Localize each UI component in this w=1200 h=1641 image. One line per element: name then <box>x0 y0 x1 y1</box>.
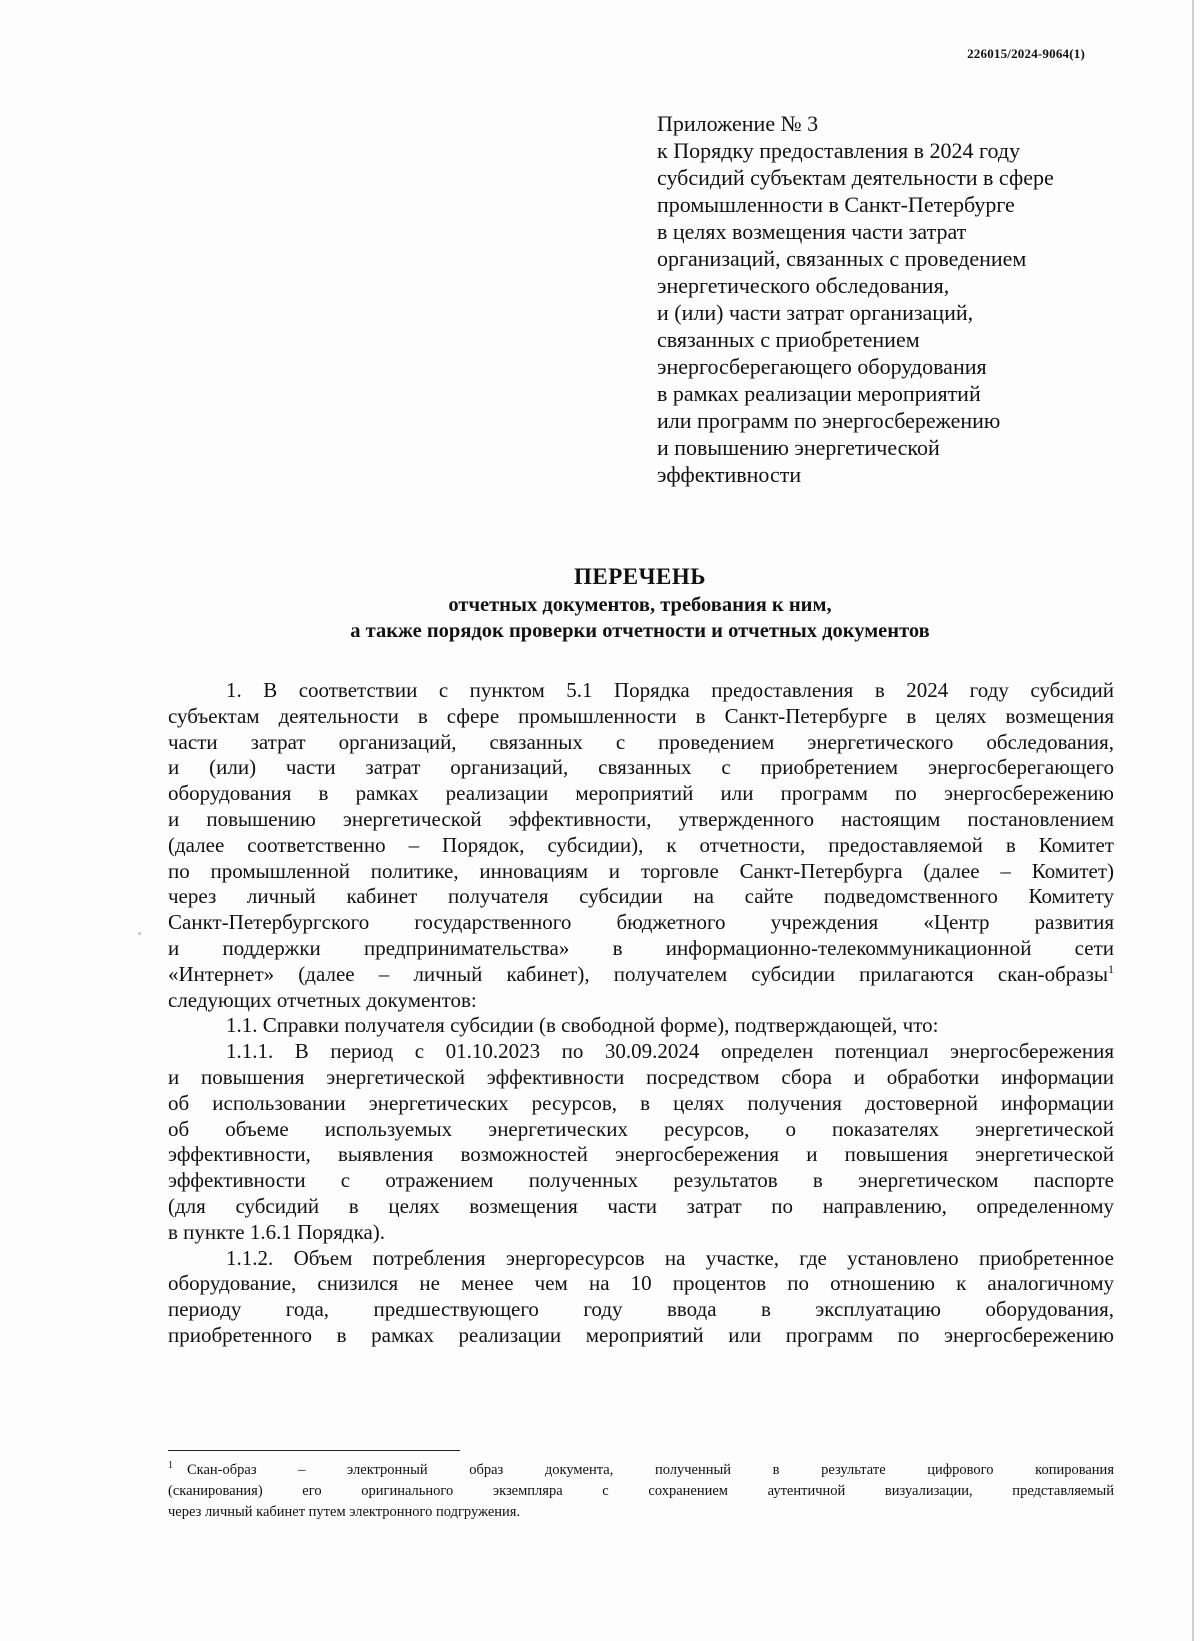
body-line: и повышения энергетической эффективности посредством сбора и обработки информации <box>168 1064 1114 1089</box>
appendix-line: организаций, связанных с проведением <box>657 246 1027 271</box>
body-line: (для субсидий в целях возмещения части затрат по направлению, определенному <box>168 1193 1114 1218</box>
document-title <box>160 562 1120 644</box>
body-line-with-footnote <box>168 962 1114 988</box>
footnote-line <box>168 1460 1114 1481</box>
body-line: об использовании энергетических ресурсов, в целях получения достоверной информации <box>168 1090 1114 1115</box>
footnote-line: (сканирования) его оригинального экземпляра с сохранением аутентичной визуализации, представляемый <box>168 1483 1114 1499</box>
body-line: 1. В соответствии с пунктом 5.1 Порядка предоставления в 2024 году субсидий <box>226 678 1114 702</box>
appendix-line: энергосберегающего оборудования <box>657 354 987 379</box>
body-line: 1.1.2. Объем потребления энергоресурсов на участке, где установлено приобретенное <box>226 1245 1114 1270</box>
appendix-line: эффективности <box>657 462 802 487</box>
appendix-line: и (или) части затрат организаций, <box>657 300 974 325</box>
body-line: части затрат организаций, связанных с проведением энергетического обследования, <box>168 729 1114 754</box>
title-main: ПЕРЕЧЕНЬ <box>574 564 706 589</box>
appendix-line: к Порядку предоставления в 2024 году <box>657 138 1021 163</box>
body-line: по промышленной политике, инновациям и торговле Санкт-Петербурга (далее – Комитет) <box>168 858 1114 883</box>
body-line-text: «Интернет» (далее – личный кабинет), получателем субсидии прилагаются скан-образы <box>168 961 1108 986</box>
appendix-line: промышленности в Санкт-Петербурге <box>657 192 1015 217</box>
appendix-line: и повышению энергетической <box>657 435 940 460</box>
body-line: приобретенного в рамках реализации мероприятий или программ по энергосбережению <box>168 1322 1114 1347</box>
body-line: следующих отчетных документов: <box>168 987 477 1012</box>
body-line: эффективности с отражением полученных результатов в энергетическом паспорте <box>168 1168 1114 1193</box>
title-subtitle: отчетных документов, требования к ним, <box>448 594 832 616</box>
body-line: периоду года, предшествующего году ввода в эксплуатацию оборудования, <box>168 1297 1114 1322</box>
body-line: и поддержки предпринимательства» в информационно-телекоммуникационной сети <box>168 935 1114 960</box>
title-subtitle: а также порядок проверки отчетности и отчетных документов <box>350 620 930 642</box>
body-line: субъектам деятельности в сфере промышленности в Санкт-Петербурге в целях возмещения <box>168 703 1114 728</box>
appendix-line: или программ по энергосбережению <box>657 408 1001 433</box>
body-line: оборудования в рамках реализации мероприятий или программ по энергосбережению <box>168 781 1114 806</box>
body-line: 1.1. Справки получателя субсидии (в свободной форме), подтверждающей, что: <box>226 1013 939 1038</box>
body-line: Санкт-Петербургского государственного бюджетного учреждения «Центр развития <box>168 910 1114 935</box>
body-line: 1.1.1. В период с 01.10.2023 по 30.09.2024 определен потенциал энергосбережения <box>226 1039 1114 1064</box>
document-number: 226015/2024-9064(1) <box>967 46 1085 61</box>
appendix-line: субсидий субъектам деятельности в сфере <box>657 165 1054 190</box>
footnote-line: через личный кабинет путем электронного подгружения. <box>168 1504 521 1520</box>
scan-artifact <box>138 932 141 935</box>
appendix-line: в целях возмещения части затрат <box>657 219 967 244</box>
footnote <box>168 1460 1114 1523</box>
body-line: об объеме используемых энергетических ресурсов, о показателях энергетической <box>168 1116 1114 1141</box>
footnote-reference: 1 <box>1108 961 1114 976</box>
appendix-line: связанных с приобретением <box>657 327 920 352</box>
body-line: в пункте 1.6.1 Порядка). <box>168 1219 386 1244</box>
footnote-divider <box>168 1450 460 1451</box>
appendix-line: в рамках реализации мероприятий <box>657 381 981 406</box>
body-line: и повышению энергетической эффективности, утвержденного настоящим постановлением <box>168 806 1114 831</box>
footnote-line-text: Скан-образ – электронный образ документа, полученный в результате цифрового копирования <box>187 1462 1114 1478</box>
body-line: эффективности, выявления возможностей энергосбережения и повышения энергетической <box>168 1142 1114 1167</box>
appendix-line: Приложение № 3 <box>657 111 819 136</box>
appendix-line: энергетического обследования, <box>657 273 950 298</box>
body-line: оборудование, снизился не менее чем на 10 процентов по отношению к аналогичному <box>168 1271 1114 1296</box>
footnote-marker: 1 <box>168 1460 173 1472</box>
body-line: (далее соответственно – Порядок, субсидии), к отчетности, предоставляемой в Комитет <box>168 832 1114 857</box>
body-line: через личный кабинет получателя субсидии на сайте подведомственного Комитету <box>168 884 1114 909</box>
scan-artifact <box>1192 0 1194 1641</box>
appendix-block <box>657 110 1127 488</box>
body-line: и (или) части затрат организаций, связанных с приобретением энергосберегающего <box>168 755 1114 780</box>
body-text <box>168 678 1114 1349</box>
